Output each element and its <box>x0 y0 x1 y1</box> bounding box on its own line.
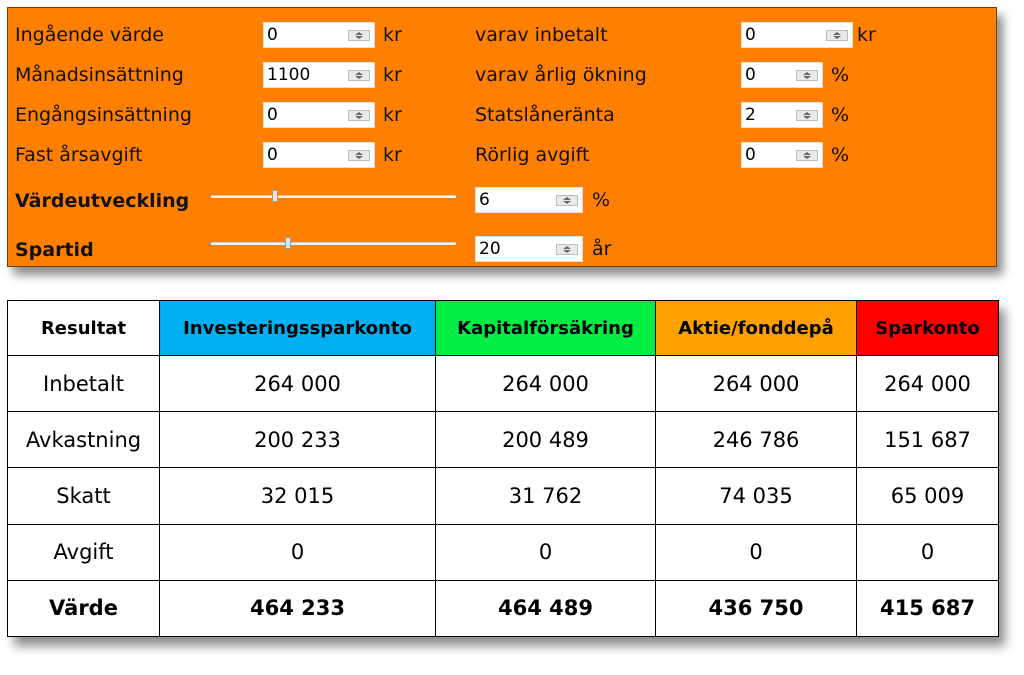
row-label: Skatt <box>8 468 160 524</box>
varav-inbetalt-value: 0 <box>745 25 756 45</box>
label-varav-inbetalt: varav inbetalt <box>475 24 608 46</box>
header-aktie-fonddepa: Aktie/fonddepå <box>656 301 857 356</box>
table-row <box>8 524 999 580</box>
spinner-arrows-icon[interactable] <box>796 110 818 121</box>
ingaende-varde-input[interactable] <box>263 22 375 48</box>
unit-percent: % <box>831 144 850 166</box>
table-cell: 264 000 <box>436 356 656 412</box>
table-cell: 0 <box>857 524 999 580</box>
header-kapitalforsakring: Kapitalförsäkring <box>436 301 656 356</box>
slider-thumb[interactable] <box>272 190 278 202</box>
table-cell: 31 762 <box>436 468 656 524</box>
table-cell: 436 750 <box>656 580 857 636</box>
spinner-arrows-icon[interactable] <box>348 110 370 121</box>
spinner-arrows-icon[interactable] <box>796 70 818 81</box>
table-cell: 264 000 <box>857 356 999 412</box>
unit-percent: % <box>592 189 611 211</box>
label-fast-arsavgift: Fast årsavgift <box>15 144 143 166</box>
unit-kr: kr <box>383 144 402 166</box>
rorlig-avgift-value: 0 <box>745 145 756 165</box>
table-cell: 415 687 <box>857 580 999 636</box>
varav-arlig-okning-value: 0 <box>745 65 756 85</box>
label-statslanerantа: Statslåneränta <box>475 104 615 126</box>
label-rorlig-avgift: Rörlig avgift <box>475 144 590 166</box>
manadsinsattning-input[interactable] <box>263 62 375 88</box>
label-manadsinsattning: Månadsinsättning <box>15 64 184 86</box>
header-investeringssparkonto: Investeringssparkonto <box>160 301 436 356</box>
input-panel <box>7 7 997 267</box>
table-cell: 464 489 <box>436 580 656 636</box>
manadsinsattning-value: 1100 <box>267 65 311 85</box>
table-cell: 264 000 <box>656 356 857 412</box>
statslanerantа-value: 2 <box>745 105 756 125</box>
engangsinsattning-value: 0 <box>267 105 278 125</box>
slider-thumb[interactable] <box>285 237 291 249</box>
unit-years: år <box>592 238 612 260</box>
row-label: Inbetalt <box>8 356 160 412</box>
label-vardeutveckling: Värdeutveckling <box>15 190 190 212</box>
label-spartid: Spartid <box>15 239 94 261</box>
label-varav-arlig-okning: varav årlig ökning <box>475 64 647 86</box>
table-row <box>8 356 999 412</box>
vardeutveckling-slider[interactable] <box>211 195 456 198</box>
unit-percent: % <box>831 64 850 86</box>
table-cell: 200 489 <box>436 412 656 468</box>
results-table <box>7 300 999 637</box>
fast-arsavgift-input[interactable] <box>263 142 375 168</box>
table-cell: 200 233 <box>160 412 436 468</box>
table-cell: 151 687 <box>857 412 999 468</box>
spinner-arrows-icon[interactable] <box>348 150 370 161</box>
table-cell: 246 786 <box>656 412 857 468</box>
fast-arsavgift-value: 0 <box>267 145 278 165</box>
rorlig-avgift-input[interactable] <box>741 142 823 168</box>
vardeutveckling-value: 6 <box>479 190 490 210</box>
spinner-arrows-icon[interactable] <box>556 244 578 255</box>
table-cell: 0 <box>160 524 436 580</box>
row-label: Avkastning <box>8 412 160 468</box>
spartid-input[interactable] <box>475 236 583 262</box>
header-resultat: Resultat <box>8 301 160 356</box>
varav-inbetalt-input[interactable] <box>741 22 853 48</box>
unit-kr: kr <box>383 64 402 86</box>
ingaende-varde-value: 0 <box>267 25 278 45</box>
statslanerantа-input[interactable] <box>741 102 823 128</box>
vardeutveckling-input[interactable] <box>475 187 583 213</box>
results-table-wrapper <box>7 300 998 637</box>
table-row <box>8 468 999 524</box>
spartid-slider[interactable] <box>211 242 456 245</box>
unit-percent: % <box>831 104 850 126</box>
unit-kr: kr <box>383 24 402 46</box>
table-cell: 65 009 <box>857 468 999 524</box>
unit-kr: kr <box>383 104 402 126</box>
table-cell: 464 233 <box>160 580 436 636</box>
spinner-arrows-icon[interactable] <box>556 195 578 206</box>
table-cell: 32 015 <box>160 468 436 524</box>
varav-arlig-okning-input[interactable] <box>741 62 823 88</box>
label-ingaende-varde: Ingående värde <box>15 24 164 46</box>
row-label: Värde <box>8 580 160 636</box>
row-label: Avgift <box>8 524 160 580</box>
table-cell: 0 <box>656 524 857 580</box>
table-cell: 0 <box>436 524 656 580</box>
header-sparkonto: Sparkonto <box>857 301 999 356</box>
spinner-arrows-icon[interactable] <box>796 150 818 161</box>
engangsinsattning-input[interactable] <box>263 102 375 128</box>
table-cell: 74 035 <box>656 468 857 524</box>
spinner-arrows-icon[interactable] <box>826 30 848 41</box>
table-cell: 264 000 <box>160 356 436 412</box>
unit-kr: kr <box>857 24 876 46</box>
spartid-value: 20 <box>479 239 501 259</box>
table-header-row <box>8 301 999 356</box>
spinner-arrows-icon[interactable] <box>348 30 370 41</box>
spinner-arrows-icon[interactable] <box>348 70 370 81</box>
label-engangsinsattning: Engångsinsättning <box>15 104 192 126</box>
table-row <box>8 412 999 468</box>
table-row <box>8 580 999 636</box>
